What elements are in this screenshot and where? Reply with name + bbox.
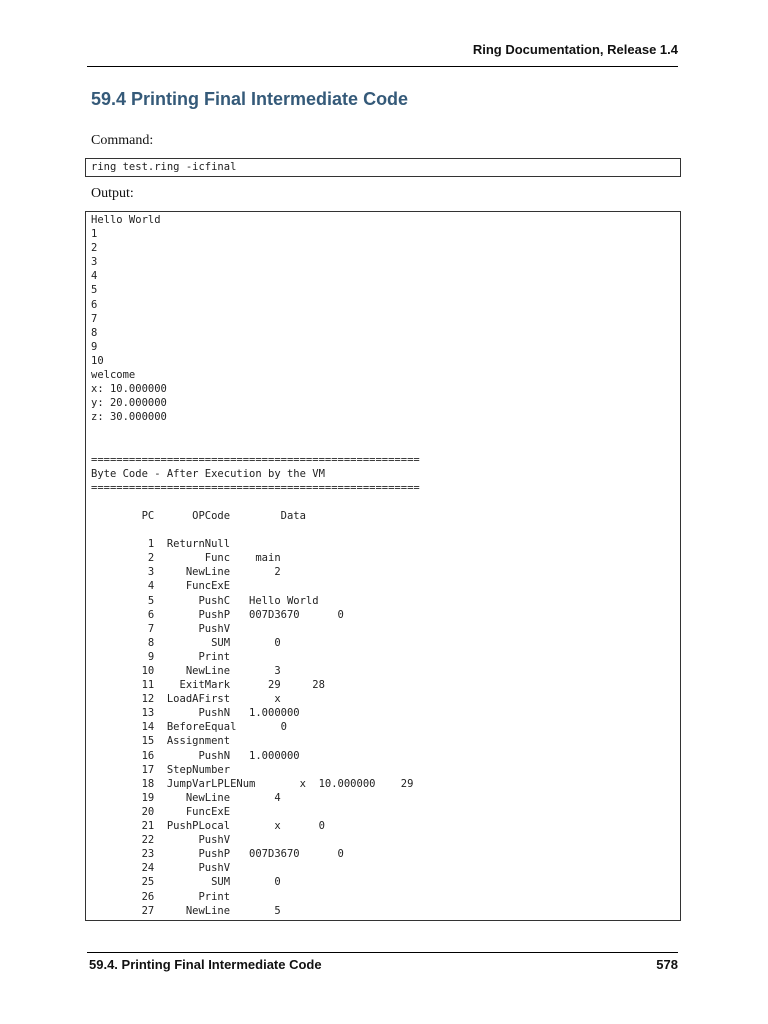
output-code-block: [85, 211, 681, 921]
output-code-text: Hello World 1 2 3 4 5 6 7 8 9 10 welcome x: 10.000000 y: 20.000000 z: 30.000000 ==================================================== Byte Code - After Execution by the VM ==================================================== PC OPCode Data 1 ReturnNull 2 Func main 3 NewLine 2 4 FuncExE 5 PushC Hello World 6 PushP 007D3670 0 7 PushV 8 SUM 0 9 Print 10 NewLine 3 11 ExitMark 29 28 12 LoadAFirst x 13 PushN 1.000000 14 BeforeEqual 0 15 Assignment 16 PushN 1.000000 17 StepNumber 18 JumpVarLPLENum x 10.000000 29 19 NewLine 4 20 FuncExE 21 PushPLocal x 0 22 PushV 23 PushP 007D3670 0 24 PushV 25 SUM 0 26 Print 27 NewLine 5: [91, 214, 420, 917]
command-code-block: [85, 158, 681, 177]
running-header: Ring Documentation, Release 1.4: [472, 42, 678, 57]
section-title: 59.4 Printing Final Intermediate Code: [91, 89, 409, 109]
command-code-text: ring test.ring -icfinal: [91, 161, 237, 173]
page-number: 578: [656, 957, 678, 972]
footer-section-reference: 59.4. Printing Final Intermediate Code: [89, 957, 322, 972]
header-divider: [87, 66, 678, 67]
footer-divider: [87, 952, 678, 953]
command-label: Command:: [91, 133, 154, 148]
output-label: Output:: [91, 186, 134, 201]
